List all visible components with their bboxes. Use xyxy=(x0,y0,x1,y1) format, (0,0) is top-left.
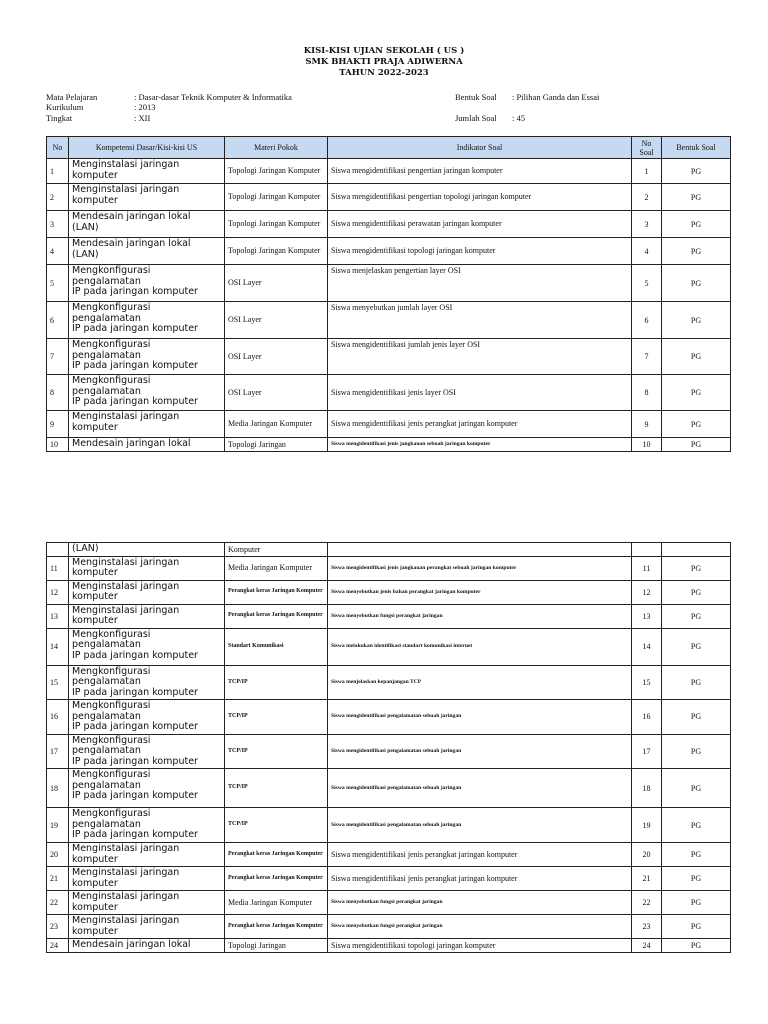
row-no-soal: 14 xyxy=(632,628,662,665)
row-kompetensi xyxy=(69,375,225,411)
header-kd: Kompetensi Dasar/Kisi-kisi US xyxy=(69,137,225,159)
row-kompetensi xyxy=(69,184,225,211)
kurikulum-value: : 2013 xyxy=(134,102,156,112)
row-indikator: Siswa mengidentifikasi pengalamatan sebuah jaringan xyxy=(328,808,632,843)
kompetensi-line: Mendesain jaringan lokal xyxy=(72,238,191,249)
row-number: 20 xyxy=(47,843,69,867)
row-no-soal: 19 xyxy=(632,808,662,843)
row-materi: Media Jaringan Komputer xyxy=(225,556,328,580)
kompetensi-line: (LAN) xyxy=(72,221,99,233)
row-no-soal: 11 xyxy=(632,556,662,580)
row-indikator: Siswa mengidentifikasi pengalamatan sebuah jaringan xyxy=(328,734,632,769)
row-bentuk-soal xyxy=(662,543,731,557)
row-number: 18 xyxy=(47,769,69,808)
row-materi: TCP/IP xyxy=(225,808,328,843)
kisi-table-2 xyxy=(46,542,731,953)
row-no-soal: 8 xyxy=(632,375,662,411)
kompetensi-line: Mengkonfigurasi xyxy=(72,628,151,640)
row-bentuk-soal: PG xyxy=(662,604,731,628)
row-bentuk-soal: PG xyxy=(662,375,731,411)
row-indikator: Siswa menjelaskan kepanjangan TCP xyxy=(328,665,632,700)
kompetensi-line: Mengkonfigurasi xyxy=(72,665,151,677)
kompetensi-line: pengalamatan xyxy=(72,349,141,361)
row-indikator: Siswa mengidentifikasi jenis layer OSI xyxy=(328,375,632,411)
kompetensi-line: (LAN) xyxy=(72,543,99,554)
row-bentuk-soal: PG xyxy=(662,867,731,891)
row-materi: Topologi Jaringan xyxy=(225,939,328,953)
row-materi: TCP/IP xyxy=(225,734,328,769)
kompetensi-line: komputer xyxy=(72,567,118,578)
table-row xyxy=(47,915,731,939)
table-row xyxy=(47,700,731,735)
row-no-soal: 18 xyxy=(632,769,662,808)
row-indikator: Siswa mengidentifikasi topologi jaringan komputer xyxy=(328,238,632,265)
row-bentuk-soal: PG xyxy=(662,339,731,375)
doc-title: KISI-KISI UJIAN SEKOLAH ( US ) xyxy=(303,46,465,56)
row-materi: Topologi Jaringan xyxy=(225,438,328,452)
kompetensi-line: Mengkonfigurasi xyxy=(72,769,151,780)
row-materi: Standart Komunikasi xyxy=(225,628,328,665)
row-no-soal: 15 xyxy=(632,665,662,700)
row-kompetensi xyxy=(69,302,225,339)
row-number: 17 xyxy=(47,734,69,769)
jumlah-label: Jumlah Soal xyxy=(455,113,497,123)
kompetensi-line: Mengkonfigurasi xyxy=(72,302,151,313)
kompetensi-line: IP pada jaringan komputer xyxy=(72,286,198,297)
row-indikator: Siswa menyebutkan jumlah layer OSI xyxy=(328,302,632,339)
table-row xyxy=(47,265,731,302)
row-kompetensi xyxy=(69,808,225,843)
row-bentuk-soal: PG xyxy=(662,734,731,769)
row-no-soal: 22 xyxy=(632,891,662,915)
row-number: 19 xyxy=(47,808,69,843)
header-no: No xyxy=(47,137,69,159)
kompetensi-line: komputer xyxy=(72,591,118,602)
row-number: 23 xyxy=(47,915,69,939)
row-number: 11 xyxy=(47,556,69,580)
kompetensi-line: Mendesain jaringan lokal xyxy=(72,211,191,222)
table-row xyxy=(47,734,731,769)
row-kompetensi xyxy=(69,211,225,238)
header-bentuk: Bentuk Soal xyxy=(662,137,731,159)
kompetensi-line: komputer xyxy=(72,615,118,626)
row-no-soal: 21 xyxy=(632,867,662,891)
kompetensi-line: pengalamatan xyxy=(72,710,141,722)
row-number: 5 xyxy=(47,265,69,302)
kompetensi-line: komputer xyxy=(72,421,118,433)
table-row xyxy=(47,375,731,411)
kompetensi-line: IP pada jaringan komputer xyxy=(72,755,198,767)
row-kompetensi xyxy=(69,891,225,915)
row-bentuk-soal: PG xyxy=(662,700,731,735)
row-bentuk-soal: PG xyxy=(662,556,731,580)
row-bentuk-soal: PG xyxy=(662,265,731,302)
row-no-soal: 13 xyxy=(632,604,662,628)
row-indikator: Siswa melakukan identifikasi standart komunikasi internet xyxy=(328,628,632,665)
row-kompetensi xyxy=(69,843,225,867)
row-number: 1 xyxy=(47,159,69,184)
kompetensi-line: pengalamatan xyxy=(72,275,141,287)
row-materi: Perangkat keras Jaringan Komputer xyxy=(225,867,328,891)
header-no-soal: No Soal xyxy=(632,137,662,159)
row-kompetensi xyxy=(69,265,225,302)
row-no-soal: 3 xyxy=(632,211,662,238)
table-row xyxy=(47,939,731,953)
row-bentuk-soal: PG xyxy=(662,302,731,339)
row-bentuk-soal: PG xyxy=(662,184,731,211)
kompetensi-line: Mendesain jaringan lokal xyxy=(72,438,191,449)
row-indikator: Siswa mengidentifikasi pengertian topologi jaringan komputer xyxy=(328,184,632,211)
table-row xyxy=(47,339,731,375)
row-number: 16 xyxy=(47,700,69,735)
header-indikator: Indikator Soal xyxy=(328,137,632,159)
row-no-soal: 1 xyxy=(632,159,662,184)
kompetensi-line: komputer xyxy=(72,877,118,889)
row-no-soal: 16 xyxy=(632,700,662,735)
row-materi: OSI Layer xyxy=(225,302,328,339)
row-kompetensi xyxy=(69,915,225,939)
row-materi: TCP/IP xyxy=(225,769,328,808)
kompetensi-line: komputer xyxy=(72,901,118,913)
kompetensi-line: Menginstalasi jaringan xyxy=(72,556,180,568)
row-indikator: Siswa menyebutkan jenis bahan perangkat jaringan komputer xyxy=(328,580,632,604)
row-kompetensi xyxy=(69,438,225,452)
row-number: 2 xyxy=(47,184,69,211)
kompetensi-line: pengalamatan xyxy=(72,745,141,756)
row-number: 14 xyxy=(47,628,69,665)
kompetensi-line: Menginstalasi jaringan xyxy=(72,184,180,195)
kompetensi-line: Menginstalasi jaringan xyxy=(72,580,180,592)
row-bentuk-soal: PG xyxy=(662,211,731,238)
header-materi: Materi Pokok xyxy=(225,137,328,159)
row-kompetensi xyxy=(69,665,225,700)
mapel-label: Mata Pelajaran xyxy=(46,92,98,102)
table-row xyxy=(47,867,731,891)
row-bentuk-soal: PG xyxy=(662,891,731,915)
row-indikator: Siswa menyebutkan fungsi perangkat jaringan xyxy=(328,891,632,915)
row-indikator: Siswa mengidentifikasi pengalamatan sebuah jaringan xyxy=(328,700,632,735)
row-bentuk-soal: PG xyxy=(662,411,731,438)
kompetensi-line: Menginstalasi jaringan xyxy=(72,891,180,902)
row-bentuk-soal: PG xyxy=(662,438,731,452)
kompetensi-line: pengalamatan xyxy=(72,779,141,791)
row-indikator: Siswa mengidentifikasi pengalamatan sebuah jaringan xyxy=(328,769,632,808)
kompetensi-line: Mengkonfigurasi xyxy=(72,375,151,386)
tingkat-value: : XII xyxy=(134,113,151,123)
row-materi: OSI Layer xyxy=(225,339,328,375)
row-materi: Perangkat keras Jaringan Komputer xyxy=(225,604,328,628)
row-number xyxy=(47,543,69,557)
table-row xyxy=(47,665,731,700)
table-row xyxy=(47,543,731,557)
row-indikator: Siswa menjelaskan pengertian layer OSI xyxy=(328,265,632,302)
row-no-soal: 4 xyxy=(632,238,662,265)
row-materi: Perangkat keras Jaringan Komputer xyxy=(225,843,328,867)
row-kompetensi xyxy=(69,604,225,628)
tingkat-label: Tingkat xyxy=(46,113,73,123)
row-materi: Media Jaringan Komputer xyxy=(225,891,328,915)
row-no-soal xyxy=(632,543,662,557)
row-bentuk-soal: PG xyxy=(662,628,731,665)
table-row xyxy=(47,769,731,808)
kisi-table-1 xyxy=(46,136,731,452)
kompetensi-line: komputer xyxy=(72,194,118,206)
bentuk-value: : Pilihan Ganda dan Essai xyxy=(512,92,600,102)
kompetensi-line: pengalamatan xyxy=(72,639,141,650)
row-bentuk-soal: PG xyxy=(662,843,731,867)
kompetensi-line: Mendesain jaringan lokal xyxy=(72,939,191,950)
row-kompetensi xyxy=(69,339,225,375)
row-indikator: Siswa menyebutkan fungsi perangkat jaringan xyxy=(328,915,632,939)
row-number: 15 xyxy=(47,665,69,700)
row-indikator: Siswa mengidentifikasi perawatan jaringan komputer xyxy=(328,211,632,238)
row-no-soal: 6 xyxy=(632,302,662,339)
table-row xyxy=(47,891,731,915)
row-bentuk-soal: PG xyxy=(662,238,731,265)
row-number: 12 xyxy=(47,580,69,604)
row-indikator: Siswa mengidentifikasi jenis jangkauan perangkat sebuah jaringan komputer xyxy=(328,556,632,580)
table-row xyxy=(47,302,731,339)
row-kompetensi xyxy=(69,556,225,580)
kompetensi-line: Menginstalasi jaringan xyxy=(72,411,180,422)
kompetensi-line: IP pada jaringan komputer xyxy=(72,323,198,334)
table-header-row xyxy=(47,137,731,159)
kompetensi-line: Mengkonfigurasi xyxy=(72,339,151,350)
row-kompetensi xyxy=(69,411,225,438)
row-no-soal: 24 xyxy=(632,939,662,953)
row-materi: OSI Layer xyxy=(225,375,328,411)
table-row xyxy=(47,411,731,438)
jumlah-value: : 45 xyxy=(512,113,525,123)
row-materi: Perangkat keras Jaringan Komputer xyxy=(225,580,328,604)
kompetensi-line: Menginstalasi jaringan xyxy=(72,159,180,170)
row-kompetensi xyxy=(69,580,225,604)
row-indikator: Siswa mengidentifikasi jenis jangkauan sebuah jaringan komputer xyxy=(328,438,632,452)
kompetensi-line: komputer xyxy=(72,169,118,181)
row-kompetensi xyxy=(69,700,225,735)
row-bentuk-soal: PG xyxy=(662,915,731,939)
kompetensi-line: Menginstalasi jaringan xyxy=(72,867,180,878)
kompetensi-line: Mengkonfigurasi xyxy=(72,265,151,276)
bentuk-label: Bentuk Soal xyxy=(455,92,497,102)
row-bentuk-soal: PG xyxy=(662,769,731,808)
row-materi: Media Jaringan Komputer xyxy=(225,411,328,438)
row-materi: TCP/IP xyxy=(225,700,328,735)
row-no-soal: 17 xyxy=(632,734,662,769)
row-no-soal: 7 xyxy=(632,339,662,375)
kompetensi-line: Menginstalasi jaringan xyxy=(72,843,180,854)
kompetensi-line: IP pada jaringan komputer xyxy=(72,721,198,732)
kompetensi-line: komputer xyxy=(72,853,118,865)
kompetensi-line: IP pada jaringan komputer xyxy=(72,686,198,698)
row-number: 13 xyxy=(47,604,69,628)
row-kompetensi xyxy=(69,867,225,891)
row-materi: Topologi Jaringan Komputer xyxy=(225,211,328,238)
row-no-soal: 10 xyxy=(632,438,662,452)
table-row xyxy=(47,843,731,867)
row-indikator: Siswa menyebutkan fungsi perangkat jaringan xyxy=(328,604,632,628)
kompetensi-line: pengalamatan xyxy=(72,676,141,687)
kompetensi-line: Mengkonfigurasi xyxy=(72,808,151,819)
row-kompetensi xyxy=(69,734,225,769)
kompetensi-line: pengalamatan xyxy=(72,312,141,324)
row-bentuk-soal: PG xyxy=(662,580,731,604)
table-row xyxy=(47,604,731,628)
kompetensi-line: IP pada jaringan komputer xyxy=(72,396,198,407)
row-no-soal: 23 xyxy=(632,915,662,939)
kompetensi-line: IP pada jaringan komputer xyxy=(72,649,198,661)
row-number: 3 xyxy=(47,211,69,238)
row-no-soal: 2 xyxy=(632,184,662,211)
row-number: 8 xyxy=(47,375,69,411)
row-materi: OSI Layer xyxy=(225,265,328,302)
table-row xyxy=(47,438,731,452)
row-number: 9 xyxy=(47,411,69,438)
row-materi: TCP/IP xyxy=(225,665,328,700)
school-name: SMK BHAKTI PRAJA ADIWERNA xyxy=(305,57,463,67)
row-indikator: Siswa mengidentifikasi topologi jaringan komputer xyxy=(328,939,632,953)
row-indikator: Siswa mengidentifikasi pengertian jaringan komputer xyxy=(328,159,632,184)
table-row xyxy=(47,238,731,265)
table-row xyxy=(47,556,731,580)
row-number: 7 xyxy=(47,339,69,375)
row-kompetensi xyxy=(69,769,225,808)
kompetensi-line: IP pada jaringan komputer xyxy=(72,790,198,801)
row-number: 10 xyxy=(47,438,69,452)
table-row xyxy=(47,211,731,238)
row-no-soal: 20 xyxy=(632,843,662,867)
school-year: TAHUN 2022-2023 xyxy=(339,68,429,78)
table-row xyxy=(47,628,731,665)
kompetensi-line: IP pada jaringan komputer xyxy=(72,360,198,371)
kompetensi-line: Menginstalasi jaringan xyxy=(72,604,180,616)
row-number: 24 xyxy=(47,939,69,953)
row-no-soal: 9 xyxy=(632,411,662,438)
kompetensi-line: Mengkonfigurasi xyxy=(72,734,151,746)
row-indikator: Siswa mengidentifikasi jenis perangkat jaringan komputer xyxy=(328,411,632,438)
row-materi: Topologi Jaringan Komputer xyxy=(225,159,328,184)
row-indikator: Siswa mengidentifikasi jenis perangkat jaringan komputer xyxy=(328,867,632,891)
row-number: 21 xyxy=(47,867,69,891)
kompetensi-line: (LAN) xyxy=(72,248,99,260)
row-kompetensi xyxy=(69,939,225,953)
kompetensi-line: Menginstalasi jaringan xyxy=(72,915,180,926)
table-row xyxy=(47,580,731,604)
row-materi: Perangkat keras Jaringan Komputer xyxy=(225,915,328,939)
row-bentuk-soal: PG xyxy=(662,159,731,184)
table-row xyxy=(47,184,731,211)
row-indikator: Siswa mengidentifikasi jumlah jenis layer OSI xyxy=(328,339,632,375)
row-materi: Topologi Jaringan Komputer xyxy=(225,184,328,211)
kompetensi-line: komputer xyxy=(72,925,118,937)
table-row xyxy=(47,808,731,843)
row-kompetensi xyxy=(69,238,225,265)
row-number: 4 xyxy=(47,238,69,265)
kompetensi-line: Mengkonfigurasi xyxy=(72,700,151,711)
row-kompetensi xyxy=(69,159,225,184)
row-number: 22 xyxy=(47,891,69,915)
kompetensi-line: pengalamatan xyxy=(72,818,141,830)
row-materi: Komputer xyxy=(225,543,328,557)
row-no-soal: 12 xyxy=(632,580,662,604)
row-number: 6 xyxy=(47,302,69,339)
kurikulum-label: Kurikulum xyxy=(46,102,84,112)
row-kompetensi xyxy=(69,628,225,665)
mapel-value: : Dasar-dasar Teknik Komputer & Informatika xyxy=(134,92,292,102)
row-kompetensi xyxy=(69,543,225,557)
row-bentuk-soal: PG xyxy=(662,939,731,953)
kompetensi-line: pengalamatan xyxy=(72,385,141,397)
table-row xyxy=(47,159,731,184)
row-bentuk-soal: PG xyxy=(662,808,731,843)
row-no-soal: 5 xyxy=(632,265,662,302)
row-indikator xyxy=(328,543,632,557)
row-indikator: Siswa mengidentifikasi jenis perangkat jaringan komputer xyxy=(328,843,632,867)
row-materi: Topologi Jaringan Komputer xyxy=(225,238,328,265)
row-bentuk-soal: PG xyxy=(662,665,731,700)
kompetensi-line: IP pada jaringan komputer xyxy=(72,829,198,840)
